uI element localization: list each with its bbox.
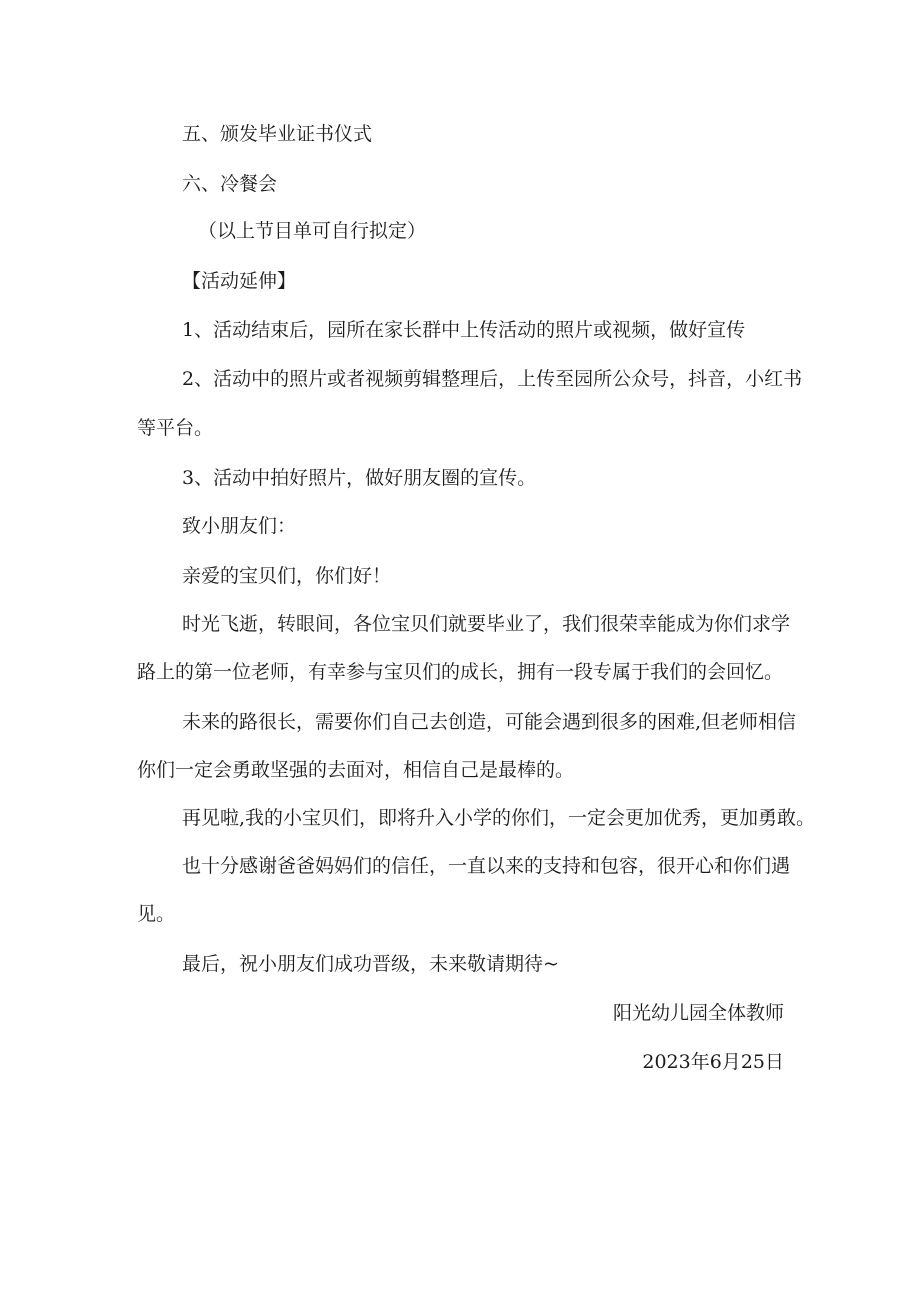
letter-closing: 最后，祝小朋友们成功晋级，未来敬请期待~ bbox=[182, 953, 559, 975]
program-item-6: 六、冷餐会 bbox=[182, 173, 278, 195]
letter-paragraph-4-line-1: 也十分感谢爸爸妈妈们的信任，一直以来的支持和包容，很开心和你们遇 bbox=[182, 855, 791, 877]
extension-item-2-line-1: 2、活动中的照片或者视频剪辑整理后，上传至园所公众号，抖音，小红书 bbox=[182, 368, 803, 390]
letter-greeting: 亲爱的宝贝们，你们好！ bbox=[182, 565, 392, 587]
section-title: 【活动延伸】 bbox=[182, 270, 297, 292]
program-item-5: 五、颁发毕业证书仪式 bbox=[182, 123, 373, 145]
letter-paragraph-3: 再见啦,我的小宝贝们，即将升入小学的你们，一定会更加优秀，更加勇敢。 bbox=[182, 807, 816, 829]
extension-item-1: 1、活动结束后，园所在家长群中上传活动的照片或视频，做好宣传 bbox=[182, 319, 746, 341]
extension-item-2-line-2: 等平台。 bbox=[137, 417, 214, 439]
letter-paragraph-4-line-2: 见。 bbox=[137, 903, 176, 925]
letter-paragraph-2-line-2: 你们一定会勇敢坚强的去面对，相信自己是最棒的。 bbox=[137, 759, 575, 781]
letter-date: 2023年6月25日 bbox=[642, 1051, 784, 1073]
program-note: （以上节目单可自行拟定） bbox=[198, 220, 427, 242]
letter-signature: 阳光幼儿园全体教师 bbox=[612, 1002, 784, 1024]
letter-paragraph-1-line-1: 时光飞逝，转眼间，各位宝贝们就要毕业了，我们很荣幸能成为你们求学 bbox=[182, 613, 791, 635]
letter-paragraph-1-line-2: 路上的第一位老师，有幸参与宝贝们的成长，拥有一段专属于我们的会回忆。 bbox=[137, 661, 784, 683]
extension-item-3: 3、活动中拍好照片，做好朋友圈的宣传。 bbox=[182, 467, 537, 489]
letter-paragraph-2-line-1: 未来的路很长，需要你们自己去创造，可能会遇到很多的困难,但老师相信 bbox=[182, 711, 797, 733]
letter-salutation: 致小朋友们： bbox=[182, 515, 297, 537]
